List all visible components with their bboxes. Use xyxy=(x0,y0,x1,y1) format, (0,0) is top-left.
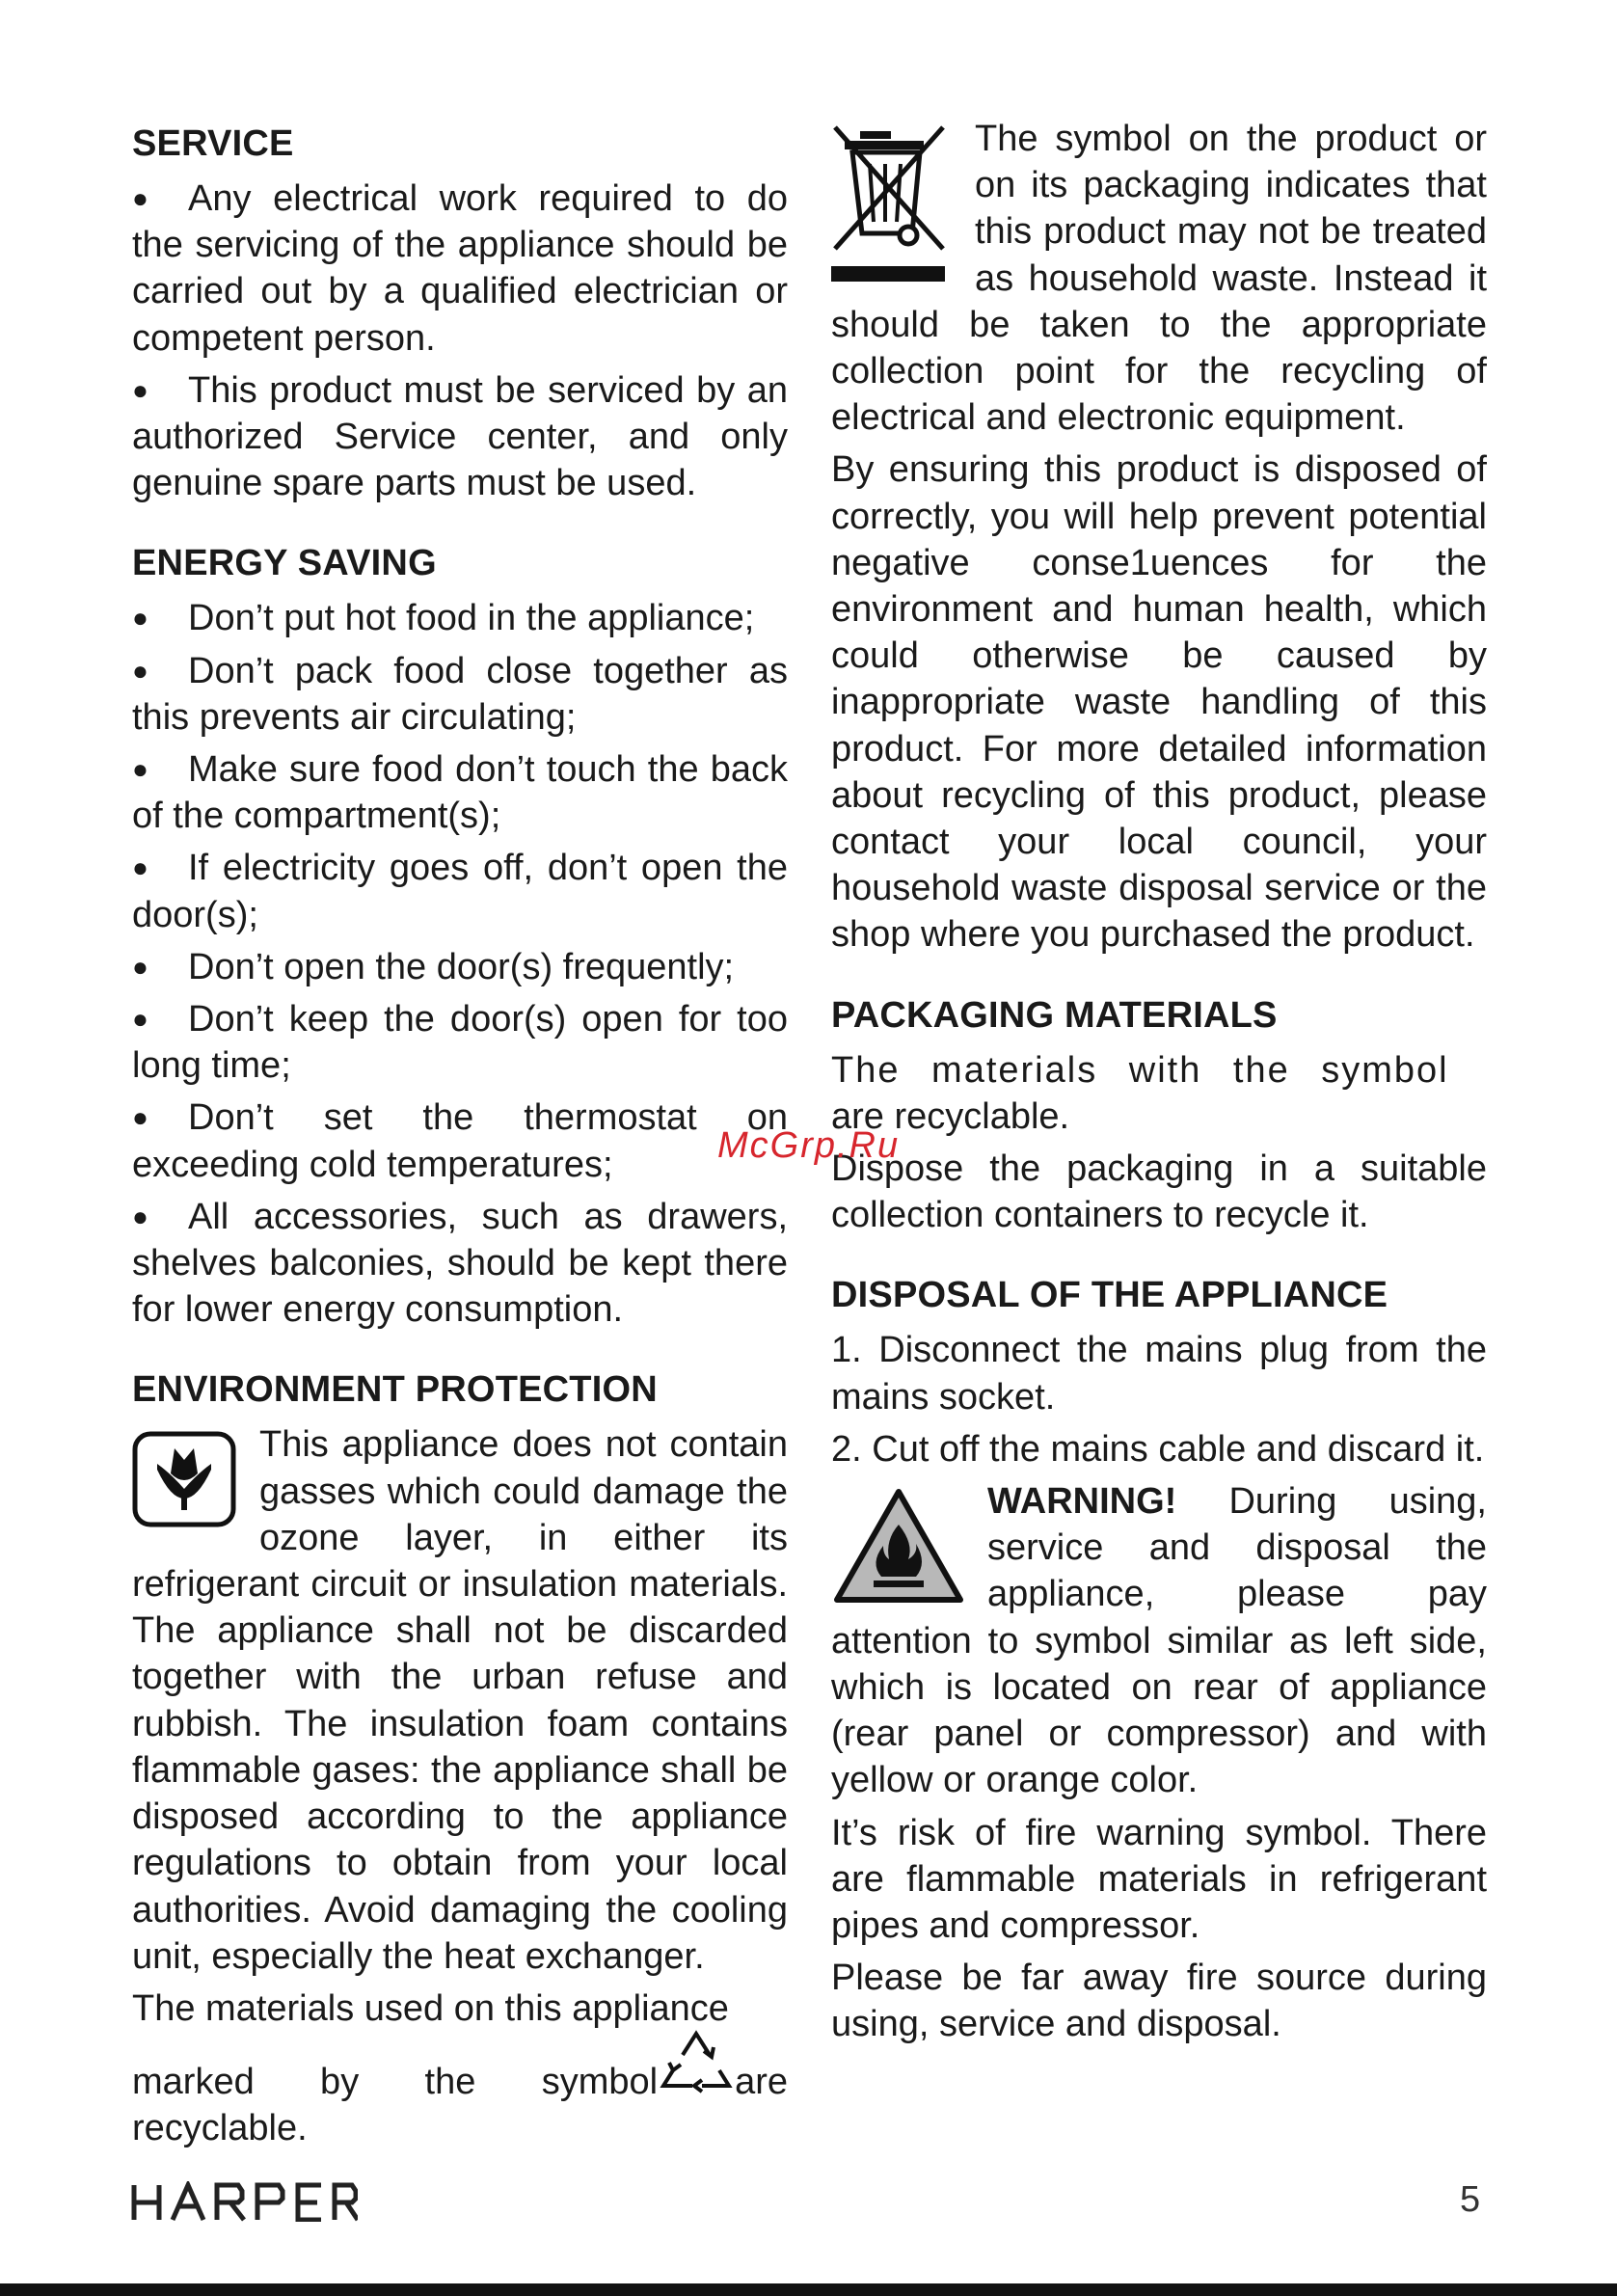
harper-logo xyxy=(130,2181,358,2222)
flammable-warning-icon xyxy=(831,1486,966,1607)
energy-bullet-3: ● Make sure food don’t touch the back of the compartment(s); xyxy=(132,746,788,839)
energy-heading: ENERGY SAVING xyxy=(132,543,437,584)
disposal-heading: DISPOSAL OF THE APPLIANCE xyxy=(831,1275,1388,1316)
ozone-safe-icon xyxy=(132,1431,236,1527)
service-bullet-1: ● Any electrical work required to do the servicing of the appliance should be carried out by a qualified electrician or competent person. xyxy=(132,176,788,362)
energy-bullet-8: ● All accessories, such as drawers, shelves balconies, should be kept there for lower energy consumption. xyxy=(132,1194,788,1334)
packaging-heading: PACKAGING MATERIALS xyxy=(831,994,1278,1036)
environment-materials-pre: marked by the symbol xyxy=(132,2062,659,2103)
harper-logo-text: HARPER xyxy=(130,2181,135,2182)
right-column xyxy=(831,118,1487,2054)
left-column xyxy=(132,118,788,2158)
environment-materials-post: are recyclable. xyxy=(132,2062,788,2149)
warning-text: During using, service and disposal the appliance, please pay attention to symbol similar as left side, which is located on rear of appliance (rear panel or compressor) and with yellow or orange color. xyxy=(831,1481,1487,1801)
disposal-risk: It’s risk of fire warning symbol. There are flammable materials in refrigerant pipes and compressor. xyxy=(831,1812,1487,1946)
disposal-step-1: 1. Disconnect the mains plug from the mains socket. xyxy=(831,1330,1487,1418)
environment-materials-line: The materials used on this appliance xyxy=(132,1987,729,2029)
packaging-paragraph: Dispose the packaging in a suitable collection containers to recycle it. xyxy=(831,1148,1487,1236)
watermark: McGrp.Ru xyxy=(717,1125,901,1166)
energy-bullet-5: ● Don’t open the door(s) frequently; xyxy=(132,944,788,990)
energy-bullet-7: ● Don’t set the thermostat on exceeding cold temperatures; xyxy=(132,1094,788,1187)
weee-paragraph-2: By ensuring this product is disposed of correctly, you will help prevent potential negative conse1uences for the environment and human health, which could otherwise be caused by inappropriate waste handling of this product. For more detailed information about recycling of this product, please contact your local council, your household waste disposal service or the shop where you purchased the product. xyxy=(831,449,1487,956)
warning-label: WARNING! xyxy=(987,1481,1177,1523)
environment-heading: ENVIRONMENT PROTECTION xyxy=(132,1369,658,1411)
energy-bullet-6: ● Don’t keep the door(s) open for too long time; xyxy=(132,996,788,1089)
energy-bullet-2: ● Don’t pack food close together as this prevents air circulating; xyxy=(132,648,788,741)
recycle-icon xyxy=(660,2026,733,2095)
page-number: 5 xyxy=(1460,2179,1481,2220)
packaging-line-1: The materials with the symbol xyxy=(831,1049,1449,1091)
weee-paragraph-1: The symbol on the product or on its packaging indicates that this product may not be treated as household waste. Instead it should be taken to the appropriate collection point for the recycling of electrical and electronic equipment. xyxy=(831,119,1487,439)
crossed-out-bin-icon xyxy=(831,122,952,285)
environment-materials-row xyxy=(132,2026,788,2151)
energy-bullet-1: ● Don’t put hot food in the appliance; xyxy=(132,595,788,641)
bottom-edge-bar xyxy=(0,2283,1617,2296)
disposal-far: Please be far away fire source during using, service and disposal. xyxy=(831,1958,1487,2045)
service-bullet-2: ● This product must be serviced by an authorized Service center, and only genuine spare parts must be used. xyxy=(132,367,788,507)
packaging-line-2: are recyclable. xyxy=(831,1095,1070,1137)
energy-bullet-4: ● If electricity goes off, don’t open the door(s); xyxy=(132,845,788,937)
disposal-step-2: 2. Cut off the mains cable and discard it. xyxy=(831,1428,1485,1470)
service-heading: SERVICE xyxy=(132,123,294,164)
environment-paragraph: This appliance does not contain gasses which could damage the ozone layer, in either its refrigerant circuit or insulation materials. The appliance shall not be discarded together with the urban refuse and rubbish. The insulation foam contains flammable gases: the appliance shall be disposed according to the appliance regulations to obtain from your local authorities. Avoid damaging the cooling unit, especially the heat exchanger. xyxy=(132,1424,788,1977)
